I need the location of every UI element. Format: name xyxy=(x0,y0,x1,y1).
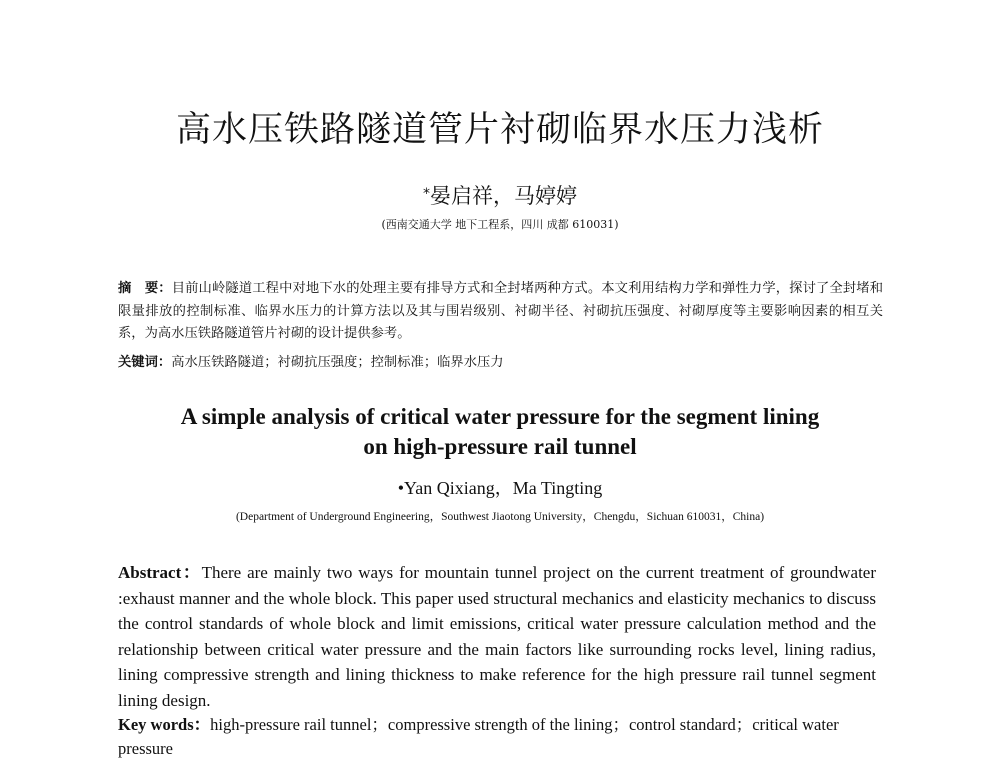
chinese-keywords xyxy=(118,352,883,374)
english-keywords-label: Key words： xyxy=(118,715,211,734)
english-keywords-text: high-pressure rail tunnel；compressive strength of the lining；control standard；critical water pressure xyxy=(118,715,839,758)
chinese-authors xyxy=(0,182,1000,210)
chinese-affiliation: (西南交通大学 地下工程系，四川 成都 610031) xyxy=(381,218,619,231)
chinese-abstract-text: 目前山岭隧道工程中对地下水的处理主要有排导方式和全封堵两种方式。本文利用结构力学和弹性力学，探讨了全封堵和限量排放的控制标准、临界水压力的计算方法以及其与围岩级别、衬砌半径、衬砌抗压强度、衬砌厚度等主要影响因素的相互关系，为高水压铁路隧道管片衬砌的设计提供参考。 xyxy=(118,281,884,341)
english-title xyxy=(0,402,1000,462)
english-title-line-2: on high-pressure rail tunnel xyxy=(363,434,637,459)
english-keywords xyxy=(118,713,876,761)
english-title-line-1: A simple analysis of critical water pressure for the segment lining xyxy=(180,404,820,429)
english-authors: •Yan Qixiang，Ma Tingting xyxy=(397,478,603,498)
chinese-keywords-label: 关键词： xyxy=(118,355,172,370)
english-affiliation: (Department of Underground Engineering，Southwest Jiaotong University，Chengdu，Sichuan 610031，China) xyxy=(235,511,765,523)
english-abstract xyxy=(118,560,876,713)
chinese-abstract xyxy=(118,278,883,346)
english-abstract-label: Abstract： xyxy=(118,563,202,582)
corresponding-author-mark: * xyxy=(423,186,430,202)
english-abstract-text: There are mainly two ways for mountain tunnel project on the current treatment of groundwater :exhaust manner and the whole block. This paper used structural mechanics and elasticity mechanics to discuss the control standards of whole block and limit emissions, critical water pressure calculation method and the relationship between critical water pressure and the main factors like surrounding rocks level, lining radius, lining compressive strength and lining thickness to make reference for the high pressure rail tunnel segment lining design. xyxy=(118,563,877,710)
chinese-author-names: 晏启祥，马婷婷 xyxy=(430,184,577,208)
chinese-abstract-label: 摘 要： xyxy=(118,281,172,296)
chinese-keywords-text: 高水压铁路隧道；衬砌抗压强度；控制标准；临界水压力 xyxy=(171,355,504,370)
chinese-title: 高水压铁路隧道管片衬砌临界水压力浅析 xyxy=(175,110,824,150)
